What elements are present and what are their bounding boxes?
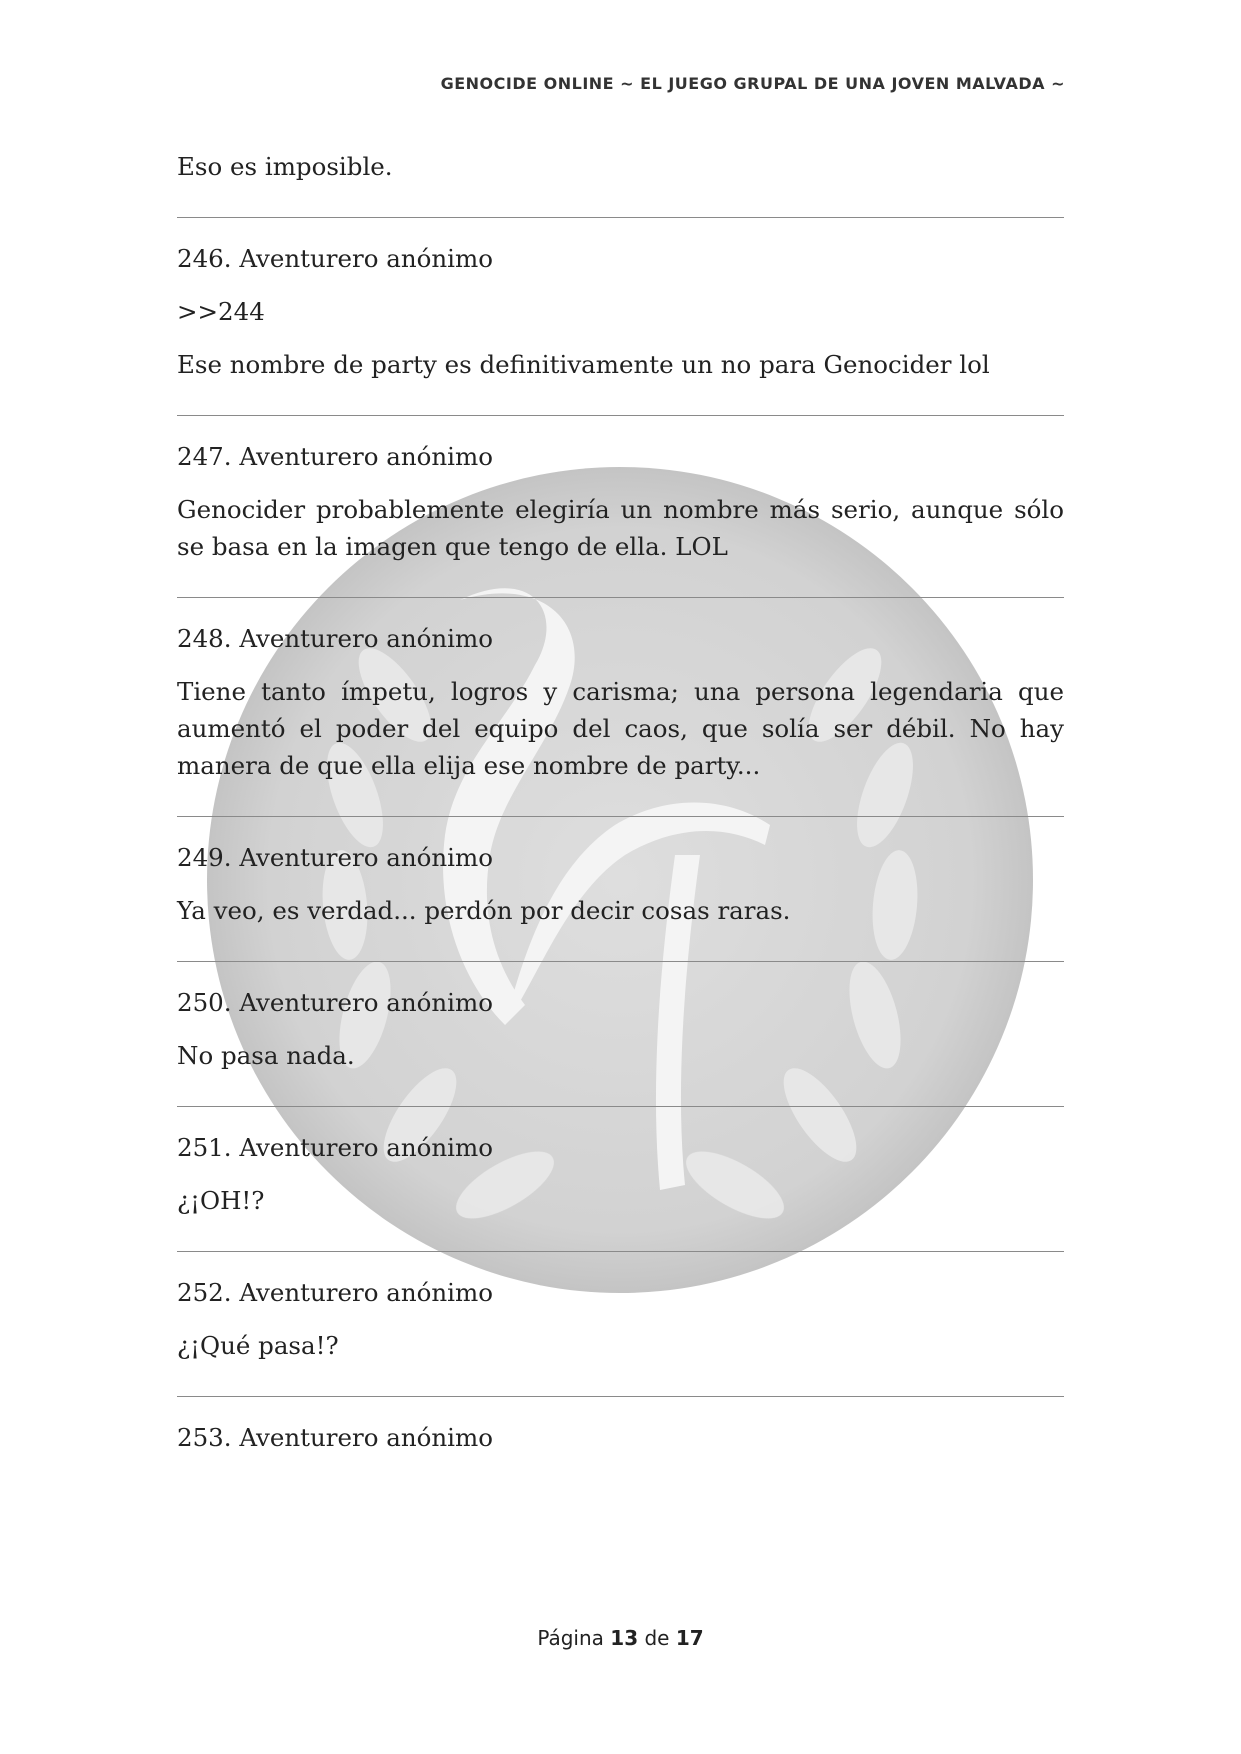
page-footer <box>0 1626 1241 1650</box>
post-header: 253. Aventurero anónimo <box>177 1423 493 1452</box>
post <box>177 961 1064 1106</box>
post-line: >>244 <box>177 297 265 326</box>
post-line: Genocider probablemente elegiría un nombre más serio, aunque sólo se basa en la imagen que tengo de ella. LOL <box>177 495 1064 561</box>
post-header: 251. Aventurero anónimo <box>177 1133 493 1162</box>
footer-prefix: Página <box>537 1626 604 1650</box>
post-line: ¿¡Qué pasa!? <box>177 1331 339 1360</box>
post-line: No pasa nada. <box>177 1041 355 1070</box>
footer-sep: de <box>644 1626 670 1650</box>
post-header: 248. Aventurero anónimo <box>177 624 493 653</box>
intro-line: Eso es imposible. <box>177 152 393 181</box>
post <box>177 1251 1064 1396</box>
running-header: GENOCIDE ONLINE ~ EL JUEGO GRUPAL DE UNA JOVEN MALVADA ~ <box>440 74 1065 93</box>
post <box>177 415 1064 597</box>
post <box>177 816 1064 961</box>
post <box>177 1396 1064 1504</box>
post-line: Ya veo, es verdad... perdón por decir cosas raras. <box>177 896 791 925</box>
post-header: 252. Aventurero anónimo <box>177 1278 493 1307</box>
post <box>177 217 1064 415</box>
post-line: Tiene tanto ímpetu, logros y carisma; una persona legendaria que aumentó el poder del equipo del caos, que solía ser débil. No hay manera de que ella elija ese nombre de party... <box>177 677 1064 780</box>
document-body <box>177 148 1064 1504</box>
post-header: 246. Aventurero anónimo <box>177 244 493 273</box>
footer-page-total: 17 <box>675 1626 704 1650</box>
post-header: 249. Aventurero anónimo <box>177 843 493 872</box>
post-line: ¿¡OH!? <box>177 1186 265 1215</box>
post <box>177 597 1064 816</box>
footer-page-number: 13 <box>610 1626 639 1650</box>
post <box>177 1106 1064 1251</box>
post-line: Ese nombre de party es definitivamente un no para Genocider lol <box>177 350 990 379</box>
post-header: 250. Aventurero anónimo <box>177 988 493 1017</box>
post-header: 247. Aventurero anónimo <box>177 442 493 471</box>
